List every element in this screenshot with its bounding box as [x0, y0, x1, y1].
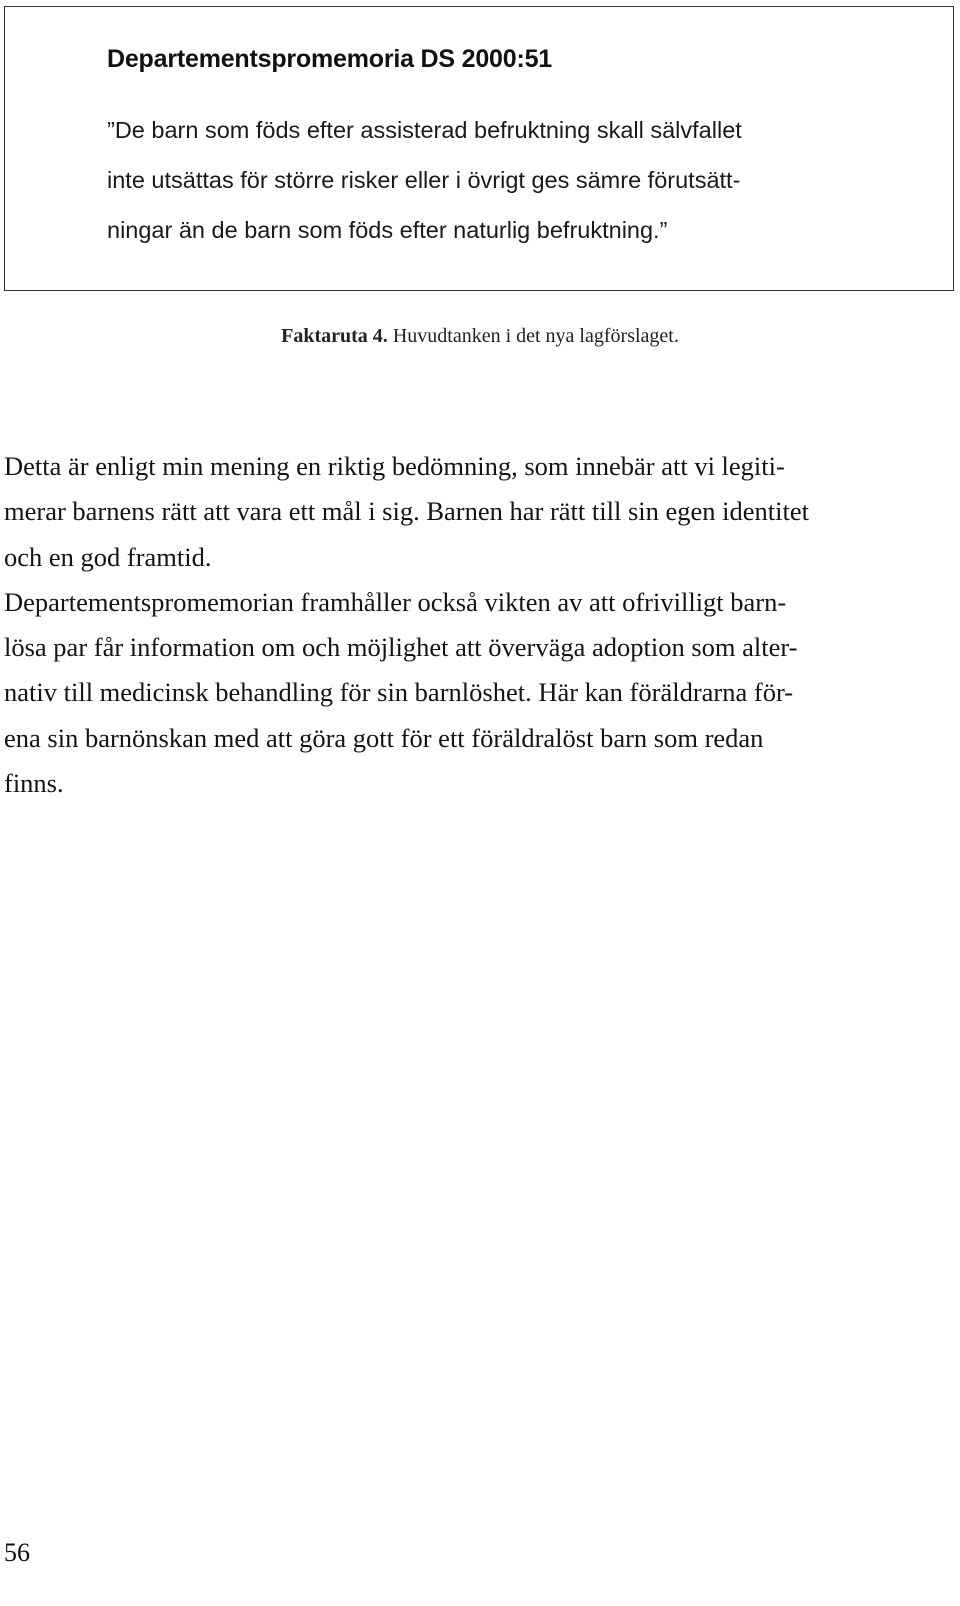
page-number: 56	[4, 1538, 30, 1567]
caption-label: Faktaruta 4.	[281, 325, 388, 347]
caption-text: Huvudtanken i det nya lagförslaget.	[392, 325, 679, 347]
body-paragraphs	[4, 444, 954, 806]
quote-line: ningar än de barn som föds efter naturlig befruktning.”	[107, 217, 668, 243]
body-line: finns.	[4, 768, 64, 799]
body-line: och en god framtid.	[4, 541, 212, 572]
fact-box-caption	[0, 325, 960, 348]
body-line: ena sin barnönskan med att göra gott för ett föräldralöst barn som redan	[4, 722, 764, 753]
body-line: Departementspromemorian framhåller också vikten av att ofrivilligt barn-	[4, 586, 787, 617]
body-line: nativ till medicinsk behandling för sin barnlöshet. Här kan föräldrarna för-	[4, 677, 794, 708]
body-line: merar barnens rätt att vara ett mål i sig. Barnen har rätt till sin egen identitet	[4, 496, 810, 527]
body-line: lösa par får information om och möjlighet att överväga adoption som alter-	[4, 632, 798, 663]
quote-line: inte utsättas för större risker eller i övrigt ges sämre förutsätt-	[107, 167, 741, 193]
fact-box	[4, 6, 954, 291]
fact-box-title: Departementspromemoria DS 2000:51	[107, 45, 552, 73]
quote-line: ”De barn som föds efter assisterad befruktning skall sälvfallet	[107, 117, 742, 143]
fact-box-quote	[107, 105, 847, 255]
body-line: Detta är enligt min mening en riktig bedömning, som innebär att vi legiti-	[4, 451, 785, 481]
